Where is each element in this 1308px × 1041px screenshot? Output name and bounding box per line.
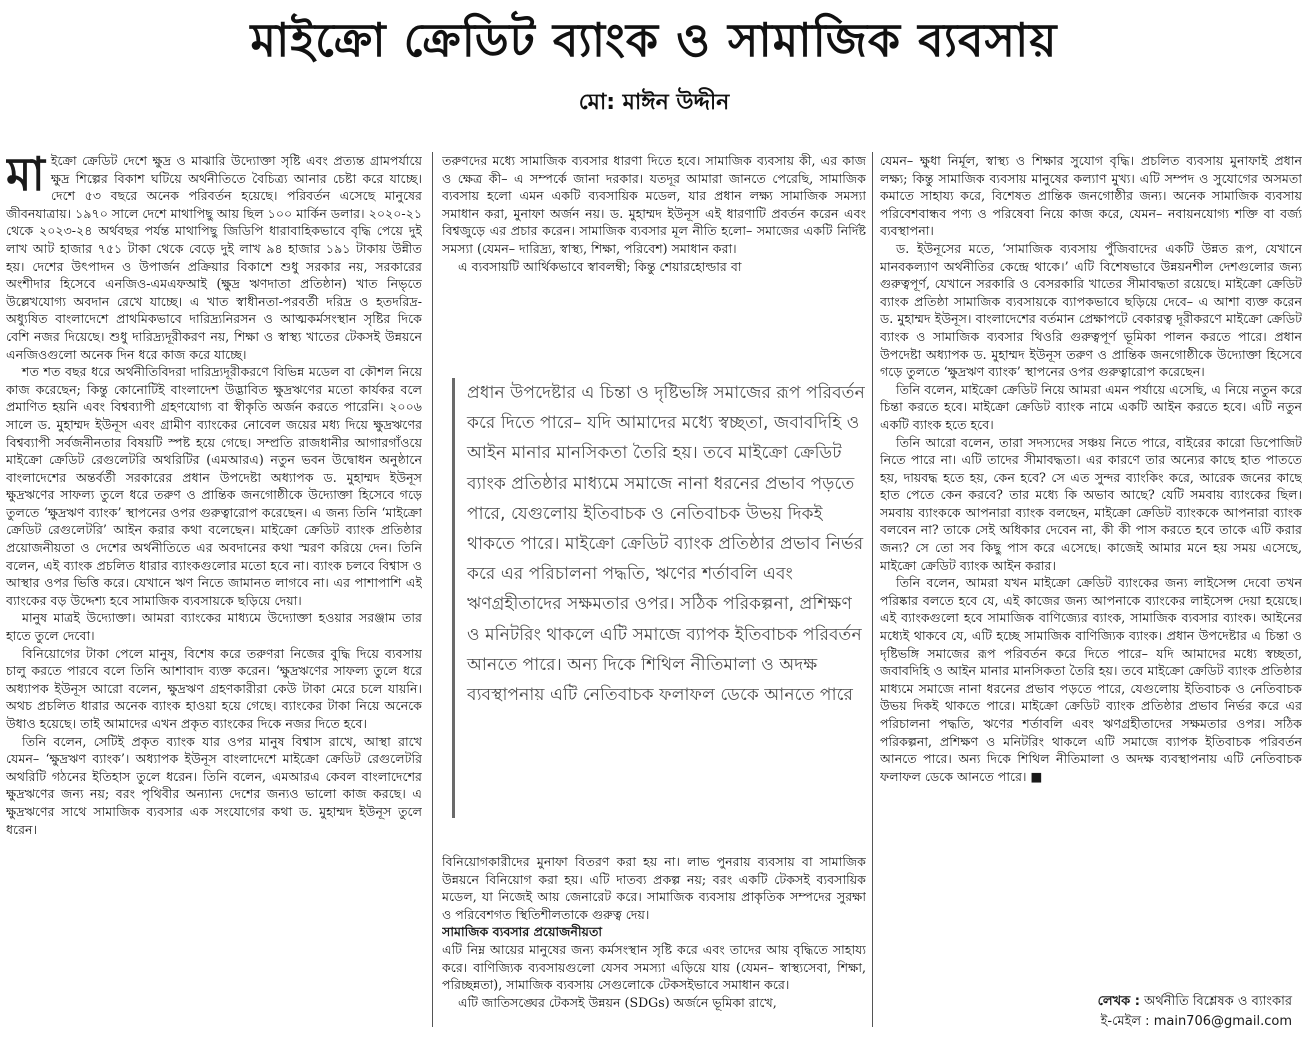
- paragraph: তিনি বলেন, সেটিই প্রকৃত ব্যাংক যার ওপর মানুষ বিশ্বাস রাখে, আস্থা রাখে যেমন– ‘ক্ষুদ্রঋণ ব্যাংক’। অধ্যাপক ইউনূস বাংলাদেশে মাইক্রো ক্রেডিট রেগুলেটরি অথরিটি গঠনের ইতিহাস তুলে ধরেন। তিনি বলেন, এমআরএ কেবল বাংলাদেশের ক্ষুদ্রঋণের জন্য নয়; বরং পৃথিবীর অন্যান্য দেশের জন্যও ভালো কাজ করছে। এ ক্ষুদ্রঋণের সাথে সামাজিক ব্যবসার এক সংযোগের কথা ড. মুহাম্মদ ইউনূস তুলে ধরেন।: [6, 733, 422, 837]
- paragraph: বিনিয়োগের টাকা পেলে মানুষ, বিশেষ করে তরুণরা নিজের বুদ্ধি দিয়ে ব্যবসায় চালু করতে পারবে বলে তিনি আশাবাদ ব্যক্ত করেন। ‘ক্ষুদ্রঋণের সাফল্য তুলে ধরে অধ্যাপক ইউনূস আরো বলেন, ক্ষুদ্রঋণ গ্রহণকারীরা কেউ টাকা মেরে চলে যায়নি। অথচ প্রচলিত ধারার অনেক ব্যাংক হাওয়া হয়ে গেছে। ব্যাংকের টাকা নিয়ে অনেকে উধাও হয়েছে। তাই আমাদের এখন প্রকৃত ব্যাংকের দিকে নজর দিতে হবে।: [6, 645, 422, 731]
- column-2-bottom: [442, 853, 866, 1033]
- column-2-top: [442, 152, 866, 352]
- email-label: ই-মেইল :: [1100, 1014, 1150, 1029]
- paragraph: তিনি বলেন, আমরা যখন মাইক্রো ক্রেডিট ব্যাংকের জন্য লাইসেন্স দেবো তখন পরিষ্কার বলতে হবে যে, এই কাজের জন্য আপনাকে ব্যাংকের লাইসেন্স দেয়া হয়েছে। এই ব্যাংকগুলো হবে সামাজিক বাণিজ্যের ব্যাংক, সামাজিক ব্যবসার ব্যাংক। আইনের মধ্যেই থাকবে যে, এটি হচ্ছে সামাজিক বাণিজ্যিক ব্যাংক। প্রধান উপদেষ্টার এ চিন্তা ও দৃষ্টিভঙ্গি সমাজের রূপ পরিবর্তন করে দিতে পারে– যদি আমাদের মধ্যে স্বচ্ছতা, জবাবদিহি ও আইন মানার মানসিকতা তৈরি হয়। তবে মাইক্রো ক্রেডিট ব্যাংক প্রতিষ্ঠার মাধ্যমে সমাজে নানা ধরনের প্রভাব পড়তে পারে, যেগুলোয় ইতিবাচক ও নেতিবাচক উভয় দিকই থাকতে পারে। মাইক্রো ক্রেডিট ব্যাংক প্রতিষ্ঠার প্রভাব নির্ভর করে এর পরিচালনা পদ্ধতি, ঋণের শর্তাবলি এবং ঋণগ্রহীতাদের সক্ষমতার ওপর। সঠিক পরিকল্পনা, প্রশিক্ষণ ও মনিটরিং থাকলে এটি সমাজে ব্যাপক ইতিবাচক পরিবর্তন আনতে পারে। অন্য দিকে শিথিল নীতিমালা ও অদক্ষ ব্যবস্থাপনায় এটি নেতিবাচক ফলাফল ডেকে আনতে পারে। ■: [880, 575, 1302, 784]
- end-mark: ■: [1030, 768, 1043, 784]
- section-subheading: সামাজিক ব্যবসার প্রয়োজনীয়তা: [442, 924, 603, 940]
- paragraph: তরুণদের মধ্যে সামাজিক ব্যবসার ধারণা দিতে হবে। সামাজিক ব্যবসায় কী, এর কাজ ও ক্ষেত্র কী– এ সম্পর্কে জানা দরকার। যতদূর আমারা জানতে পেরেছি, সামাজিক ব্যবসায় হলো এমন একটি ব্যবসায়িক মডেল, যার প্রধান লক্ষ্য সামাজিক সমস্যা সমাধান করা, মুনাফা অর্জন নয়। ড. মুহাম্মদ ইউনূস এই ধারণাটি প্রবর্তন করেন এবং বিশ্বজুড়ে এর প্রচার করেন। সামাজিক ব্যবসার মূল নীতি হলো– সমাজের একটি নির্দিষ্ট সমস্যা (যেমন– দারিদ্র্য, স্বাস্থ্য, শিক্ষা, পরিবেশ) সমাধান করা।: [442, 153, 866, 256]
- paragraph: এটি জাতিসঙ্ঘের টেকসই উন্নয়ন (SDGs) অর্জনে ভূমিকা রাখে,: [458, 994, 777, 1010]
- column-3: [880, 152, 1302, 1022]
- pull-quote: প্রধান উপদেষ্টার এ চিন্তা ও দৃষ্টিভঙ্গি সমাজের রূপ পরিবর্তন করে দিতে পারে– যদি আমাদের মধ্যে স্বচ্ছতা, জবাবদিহি ও আইন মানার মানসিকতা তৈরি হয়। তবে মাইক্রো ক্রেডিট ব্যাংক প্রতিষ্ঠার মাধ্যমে সমাজে নানা ধরনের প্রভাব পড়তে পারে, যেগুলোয় ইতিবাচক ও নেতিবাচক উভয় দিকই থাকতে পারে। মাইক্রো ক্রেডিট ব্যাংক প্রতিষ্ঠার প্রভাব নির্ভর করে এর পরিচালনা পদ্ধতি, ঋণের শর্তাবলি এবং ঋণগ্রহীতাদের সক্ষমতার ওপর। সঠিক পরিকল্পনা, প্রশিক্ষণ ও মনিটরিং থাকলে এটি সমাজে ব্যাপক ইতিবাচক পরিবর্তন আনতে পারে। অন্য দিকে শিথিল নীতিমালা ও অদক্ষ ব্যবস্থাপনায় এটি নেতিবাচক ফলাফল ডেকে আনতে পারে: [452, 378, 867, 818]
- column-divider-2: [872, 152, 873, 1027]
- email-line: [880, 1012, 1292, 1032]
- column-1: [6, 152, 422, 1032]
- author-label: লেখক :: [1097, 994, 1140, 1009]
- column-divider-1: [432, 152, 433, 1027]
- paragraph: শত শত বছর ধরে অর্থনীতিবিদরা দারিদ্র্যদূরীকরণে বিভিন্ন মডেল বা কৌশল নিয়ে কাজ করেছেন; কিন্তু কোনোটিই বাংলাদেশ উদ্ভাবিত ক্ষুদ্রঋণের মতো কার্যকর বলে প্রমাণিত হয়নি এবং বিশ্বব্যাপী গ্রহণযোগ্য বা স্বীকৃতি অর্জন করতে পারেনি। ২০০৬ সালে ড. মুহাম্মদ ইউনূস এবং গ্রামীণ ব্যাংকের নোবেল জয়ের মধ্য দিয়ে ক্ষুদ্রঋণের বিশ্বব্যাপী সর্বজনীনতার বিষয়টি স্পষ্ট হয়ে গেছে। সম্প্রতি রাজধানীর আগারগাঁওয়ে মাইক্রো ক্রেডিট রেগুলেটরি অথরিটির (এমআরএ) নতুন ভবন উদ্বোধন অনুষ্ঠানে বাংলাদেশের অন্তর্বর্তী সরকারের প্রধান উপদেষ্টা অধ্যাপক ড. মুহাম্মদ ইউনূস ক্ষুদ্রঋণের সাফল্য তুলে ধরে তরুণ ও প্রান্তিক জনগোষ্ঠীকে উদ্যোক্তা হিসেবে গড়ে তুলতে ‘ক্ষুদ্রঋণ ব্যাংক’ স্থাপনের ওপর গুরুত্বারোপ করেছেন। এ জন্য তিনি ‘মাইক্রো ক্রেডিট রেগুলেটরি’ আইন করার কথা বলেছেন। মাইক্রো ক্রেডিট ব্যাংক প্রতিষ্ঠার প্রয়োজনীয়তা ও দেশের অর্থনীতিতে এর অবদানের কথা স্মরণ করিয়ে দেন। তিনি বলেন, এই ব্যাংক প্রচলিত ধারার ব্যাংকগুলোর মতো হবে না। ব্যাংক চলবে বিশ্বাস ও আস্থার ওপর ভিত্তি করে। যেখানে ঋণ নিতে জামানত লাগবে না। এর পাশাপাশি এই ব্যাংকের বড় উদ্দেশ্য হবে সামাজিক ব্যবসায়কে ছড়িয়ে দেয়া।: [6, 364, 422, 608]
- paragraph: এটি নিম্ন আয়ের মানুষের জন্য কর্মসংস্থান সৃষ্টি করে এবং তাদের আয় বৃদ্ধিতে সাহায্য করে। বাণিজ্যিক ব্যবসায়গুলো যেসব সমস্যা এড়িয়ে যায় (যেমন– স্বাস্থ্যসেবা, শিক্ষা, পরিচ্ছন্নতা), সামাজিক ব্যবসায় সেগুলোকে টেকসইভাবে সমাধান করে।: [442, 941, 866, 993]
- paragraph: ড. ইউনূসের মতে, ‘সামাজিক ব্যবসায় পুঁজিবাদের একটি উন্নত রূপ, যেখানে মানবকল্যাণ অর্থনীতির কেন্দ্রে থাকে।’ এটি বিশেষভাবে উন্নয়নশীল দেশগুলোর জন্য গুরুত্বপূর্ণ, যেখানে সরকারি ও বেসরকারি খাতের সীমাবদ্ধতা রয়েছে। মাইক্রো ক্রেডিট ব্যাংক প্রতিষ্ঠা সামাজিক ব্যবসায়কে ব্যাপকভাবে ছড়িয়ে দেবে– এ আশা ব্যক্ত করেন ড. মুহাম্মদ ইউনূস। বাংলাদেশের বর্তমান প্রেক্ষাপটে বেকারত্ব দূরীকরণে মাইক্রো ক্রেডিট ব্যাংক ও সামাজিক ব্যবসার থিওরি গুরুত্বপূর্ণ ভূমিকা পালন করতে পারে। প্রধান উপদেষ্টা অধ্যাপক ড. মুহাম্মদ ইউনূস তরুণ ও প্রান্তিক জনগোষ্ঠীকে উদ্যোক্তা হিসেবে গড়ে তুলতে ‘ক্ষুদ্রঋণ ব্যাংক’ স্থাপনের ওপর গুরুত্বারোপ করেছেন।: [880, 240, 1302, 380]
- paragraph: তিনি বলেন, মাইক্রো ক্রেডিট নিয়ে আমরা এমন পর্যায়ে এসেছি, এ নিয়ে নতুন করে চিন্তা করতে হবে। মাইক্রো ক্রেডিট ব্যাংক নামে একটি আইন করতে হবে। এটি নতুন একটি ব্যাংক হতে হবে।: [880, 381, 1302, 432]
- paragraph: তিনি আরো বলেন, তারা সদস্যদের সঞ্চয় নিতে পারে, বাইরের কারো ডিপোজিট নিতে পারে না। এটি তাদের সীমাবদ্ধতা। এর কারণে তার অন্যের কাছে হাত পাততে হয়, দায়বদ্ধ হতে হয়, কেন হবে? সে এত সুন্দর ব্যাংকিং করে, আরেক জনের কাছে হাত পেতে কেন করবে? তার মধ্যে কি অভাব আছে? যেটি সমবায় ব্যাংকের ছিল। সমবায় ব্যাংককে আপনারা ব্যাংক বলছেন, মাইক্রো ক্রেডিট ব্যাংককে আপনারা ব্যাংক বলবেন না? তাকে সেই অধিকার দেবেন না, কী কী পাস করতে হবে তাকে এটি করার জন্য? সে তো সব কিছু পাস করে এসেছে। কাজেই আমার মনে হয় সময় এসেছে, মাইক্রো ক্রেডিট ব্যাংক আইন করার।: [880, 434, 1302, 573]
- author-block: [880, 992, 1292, 1032]
- author-line: [880, 992, 1292, 1012]
- article-byline: মো: মাঈন উদ্দীন: [578, 90, 730, 115]
- drop-cap: মা: [6, 152, 45, 201]
- author-role: অর্থনীতি বিশ্লেষক ও ব্যাংকার: [1144, 994, 1292, 1009]
- paragraph: বিনিয়োগকারীদের মুনাফা বিতরণ করা হয় না। লাভ পুনরায় ব্যবসায় বা সামাজিক উন্নয়নে বিনিয়োগ করা হয়। এটি দাতব্য প্রকল্প নয়; বরং একটি টেকসই ব্যবসায়িক মডেল, যা নিজেই আয় জেনারেট করে। সামাজিক ব্যবসায় প্রাকৃতিক সম্পদের সুরক্ষা ও পরিবেশগত স্থিতিশীলতাকে গুরুত্ব দেয়।: [442, 854, 866, 922]
- paragraph: এ ব্যবসায়টি আর্থিকভাবে স্বাবলম্বী; কিন্তু শেয়ারহোল্ডার বা: [458, 258, 742, 274]
- author-email: main706@gmail.com: [1153, 1014, 1292, 1029]
- paragraph: মানুষ মাত্রই উদ্যোক্তা। আমরা ব্যাংকের মাধ্যমে উদ্যোক্তা হওয়ার সরঞ্জাম তার হাতে তুলে দেবো।: [6, 610, 422, 644]
- paragraph: মাইক্রো ক্রেডিট দেশে ক্ষুদ্র ও মাঝারি উদ্যোক্তা সৃষ্টি এবং প্রত্যন্ত গ্রামপর্যায়ে ক্ষুদ্র শিল্পের বিকাশ ঘটিয়ে অর্থনীতিতে বৈচিত্র্য আনার চেষ্টা করে যাচ্ছে। দেশে ৫৩ বছরে অনেক পরিবর্তন হয়েছে। পরিবর্তন এসেছে মানুষের জীবনযাত্রায়। ১৯৭০ সালে দেশে মাথাপিছু আয় ছিল ১০০ মার্কিন ডলার। ২০২০-২১ থেকে ২০২৩-২৪ অর্থবছর পর্যন্ত মাথাপিছু জিডিপি ধারাবাহিকভাবে বৃদ্ধি পেয়ে দুই লাখ আট হাজার ৭৫১ টাকা থেকে বেড়ে দুই লাখ ৯৪ হাজার ১৯১ টাকায় উন্নীত হয়। দেশের উৎপাদন ও উপার্জন প্রক্রিয়ার বিকাশে শুধু সরকার নয়, সরকারের অংশীদার হিসেবে এনজিও-এমএফআই (ক্ষুদ্র ঋণদাতা প্রতিষ্ঠান) খাত নিভৃতে উল্লেখযোগ্য অবদান রেখে যাচ্ছে। এ খাত স্বাধীনতা-পরবর্তী দরিদ্র ও হতদরিদ্র-অধ্যুষিত বাংলাদেশে প্রাথমিকভাবে দারিদ্র্যনিরসন ও আত্মকর্মসংস্থান সৃষ্টির দিকে বেশি নজর দিয়েছে। শুধু দারিদ্র্যদূরীকরণ নয়, শিক্ষা ও স্বাস্থ্য খাতের টেকসই উন্নয়নে এনজিওগুলো অনেক দিন ধরে কাজ করে যাচ্ছে।: [6, 152, 422, 362]
- article-title: মাইক্রো ক্রেডিট ব্যাংক ও সামাজিক ব্যবসায়: [250, 13, 1058, 67]
- paragraph: যেমন– ক্ষুধা নির্মূল, স্বাস্থ্য ও শিক্ষার সুযোগ বৃদ্ধি। প্রচলিত ব্যবসায় মুনাফাই প্রধান লক্ষ্য; কিন্তু সামাজিক ব্যবসায় মানুষের কল্যাণ মুখ্য। এটি সম্পদ ও সুযোগের অসমতা কমাতে সাহায্য করে, বিশেষত প্রান্তিক জনগোষ্ঠীর জন্য। অনেক সামাজিক ব্যবসায় পরিবেশবান্ধব পণ্য ও পরিষেবা নিয়ে কাজ করে, যেমন– নবায়নযোগ্য শক্তি বা বর্জ্য ব্যবস্থাপনা।: [880, 153, 1302, 239]
